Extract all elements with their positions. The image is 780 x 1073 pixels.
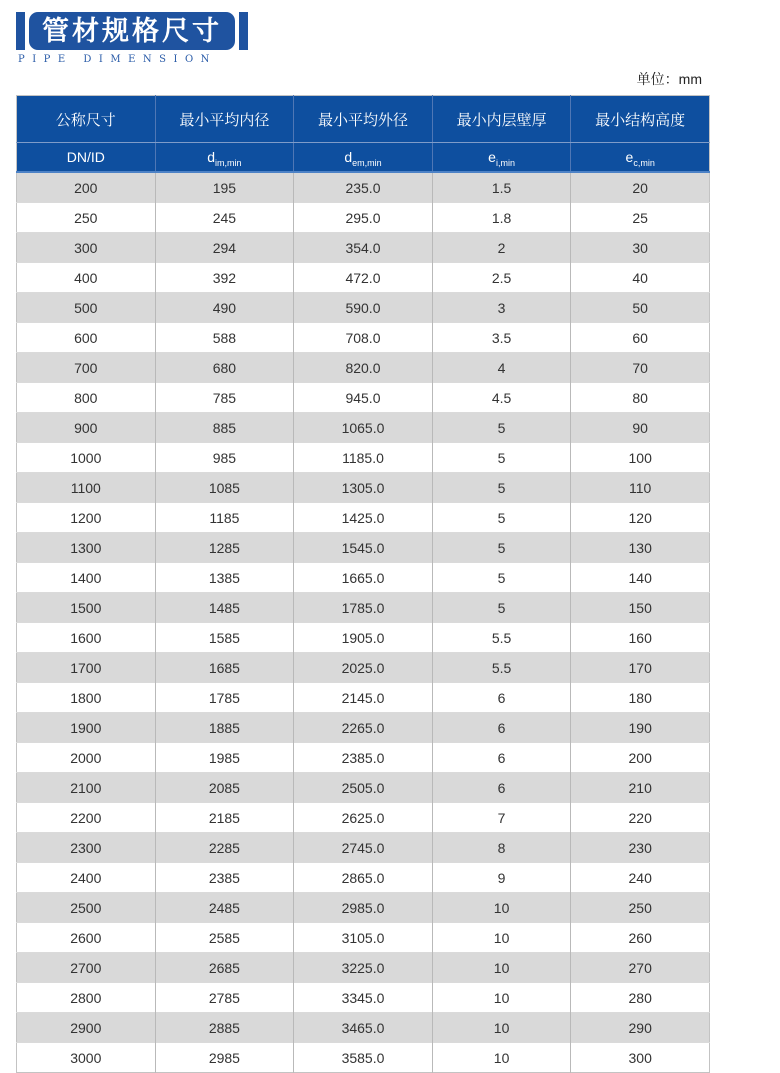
table-cell: 80 bbox=[571, 383, 710, 413]
table-cell: 195 bbox=[155, 172, 294, 203]
symbol-base: d bbox=[344, 149, 353, 165]
table-cell: 210 bbox=[571, 773, 710, 803]
table-header-symbol-row bbox=[17, 143, 710, 173]
symbol-ei-min bbox=[432, 143, 571, 173]
table-cell: 5.5 bbox=[432, 623, 571, 653]
symbol-subscript: em,min bbox=[352, 157, 382, 168]
table-cell: 230 bbox=[571, 833, 710, 863]
table-cell: 300 bbox=[571, 1043, 710, 1073]
table-cell: 235.0 bbox=[294, 172, 433, 203]
symbol-dem-min bbox=[294, 143, 433, 173]
table-cell: 945.0 bbox=[294, 383, 433, 413]
table-cell: 1545.0 bbox=[294, 533, 433, 563]
table-row bbox=[17, 713, 710, 743]
table-cell: 1285 bbox=[155, 533, 294, 563]
column-header-min-structure-height: 最小结构高度 bbox=[571, 96, 710, 143]
table-cell: 1185 bbox=[155, 503, 294, 533]
table-row bbox=[17, 533, 710, 563]
table-row bbox=[17, 803, 710, 833]
table-cell: 220 bbox=[571, 803, 710, 833]
symbol-base: e bbox=[488, 149, 496, 165]
table-cell: 290 bbox=[571, 1013, 710, 1043]
table-cell: 472.0 bbox=[294, 263, 433, 293]
table-cell: 2700 bbox=[17, 953, 156, 983]
page-title: 管材规格尺寸 bbox=[29, 12, 235, 50]
table-cell: 2000 bbox=[17, 743, 156, 773]
table-cell: 1600 bbox=[17, 623, 156, 653]
table-cell: 2505.0 bbox=[294, 773, 433, 803]
table-cell: 4.5 bbox=[432, 383, 571, 413]
table-cell: 1665.0 bbox=[294, 563, 433, 593]
table-row bbox=[17, 983, 710, 1013]
table-cell: 1800 bbox=[17, 683, 156, 713]
table-cell: 250 bbox=[571, 893, 710, 923]
table-cell: 1985 bbox=[155, 743, 294, 773]
table-cell: 1425.0 bbox=[294, 503, 433, 533]
table-cell: 10 bbox=[432, 893, 571, 923]
table-cell: 130 bbox=[571, 533, 710, 563]
table-cell: 2685 bbox=[155, 953, 294, 983]
table-cell: 280 bbox=[571, 983, 710, 1013]
table-cell: 1065.0 bbox=[294, 413, 433, 443]
table-cell: 10 bbox=[432, 923, 571, 953]
table-cell: 200 bbox=[17, 172, 156, 203]
table-row bbox=[17, 293, 710, 323]
table-cell: 5 bbox=[432, 473, 571, 503]
table-cell: 2865.0 bbox=[294, 863, 433, 893]
table-cell: 2800 bbox=[17, 983, 156, 1013]
table-cell: 820.0 bbox=[294, 353, 433, 383]
table-body bbox=[17, 172, 710, 1073]
table-cell: 6 bbox=[432, 773, 571, 803]
table-cell: 800 bbox=[17, 383, 156, 413]
table-cell: 5 bbox=[432, 533, 571, 563]
table-cell: 2025.0 bbox=[294, 653, 433, 683]
table-cell: 2885 bbox=[155, 1013, 294, 1043]
table-cell: 2500 bbox=[17, 893, 156, 923]
symbol-subscript: im,min bbox=[215, 157, 242, 168]
table-row bbox=[17, 443, 710, 473]
symbol-base: d bbox=[207, 149, 216, 165]
table-cell: 245 bbox=[155, 203, 294, 233]
table-row bbox=[17, 203, 710, 233]
table-cell: 2585 bbox=[155, 923, 294, 953]
table-cell: 3345.0 bbox=[294, 983, 433, 1013]
table-cell: 2625.0 bbox=[294, 803, 433, 833]
table-cell: 60 bbox=[571, 323, 710, 353]
table-cell: 3105.0 bbox=[294, 923, 433, 953]
table-cell: 3585.0 bbox=[294, 1043, 433, 1073]
column-header-min-avg-outer-diameter: 最小平均外径 bbox=[294, 96, 433, 143]
table-cell: 490 bbox=[155, 293, 294, 323]
table-cell: 300 bbox=[17, 233, 156, 263]
table-cell: 30 bbox=[571, 233, 710, 263]
table-cell: 2 bbox=[432, 233, 571, 263]
table-cell: 900 bbox=[17, 413, 156, 443]
table-cell: 10 bbox=[432, 1043, 571, 1073]
table-cell: 1485 bbox=[155, 593, 294, 623]
table-cell: 10 bbox=[432, 1013, 571, 1043]
table-cell: 9 bbox=[432, 863, 571, 893]
table-cell: 140 bbox=[571, 563, 710, 593]
table-cell: 1.5 bbox=[432, 172, 571, 203]
table-row bbox=[17, 383, 710, 413]
table-cell: 2185 bbox=[155, 803, 294, 833]
table-row bbox=[17, 923, 710, 953]
table-cell: 5 bbox=[432, 593, 571, 623]
table-cell: 1885 bbox=[155, 713, 294, 743]
table-cell: 10 bbox=[432, 953, 571, 983]
table-cell: 2985.0 bbox=[294, 893, 433, 923]
table-cell: 1000 bbox=[17, 443, 156, 473]
table-cell: 2145.0 bbox=[294, 683, 433, 713]
table-cell: 8 bbox=[432, 833, 571, 863]
table-row bbox=[17, 953, 710, 983]
table-cell: 1185.0 bbox=[294, 443, 433, 473]
table-row bbox=[17, 833, 710, 863]
table-cell: 2385 bbox=[155, 863, 294, 893]
table-cell: 1785.0 bbox=[294, 593, 433, 623]
table-cell: 590.0 bbox=[294, 293, 433, 323]
table-cell: 1305.0 bbox=[294, 473, 433, 503]
column-header-min-avg-inner-diameter: 最小平均内径 bbox=[155, 96, 294, 143]
table-cell: 5 bbox=[432, 413, 571, 443]
table-row bbox=[17, 653, 710, 683]
table-cell: 5 bbox=[432, 503, 571, 533]
pipe-dimension-table bbox=[16, 95, 710, 1073]
table-cell: 1785 bbox=[155, 683, 294, 713]
table-row bbox=[17, 233, 710, 263]
table-cell: 70 bbox=[571, 353, 710, 383]
table-cell: 240 bbox=[571, 863, 710, 893]
table-cell: 5.5 bbox=[432, 653, 571, 683]
table-cell: 3465.0 bbox=[294, 1013, 433, 1043]
title-right-bar bbox=[239, 12, 248, 50]
table-row bbox=[17, 623, 710, 653]
table-cell: 1585 bbox=[155, 623, 294, 653]
table-cell: 295.0 bbox=[294, 203, 433, 233]
table-cell: 600 bbox=[17, 323, 156, 353]
table-cell: 1500 bbox=[17, 593, 156, 623]
table-cell: 680 bbox=[155, 353, 294, 383]
table-cell: 3000 bbox=[17, 1043, 156, 1073]
symbol-base: e bbox=[625, 149, 634, 165]
table-cell: 708.0 bbox=[294, 323, 433, 353]
table-cell: 985 bbox=[155, 443, 294, 473]
table-row bbox=[17, 473, 710, 503]
table-row bbox=[17, 1043, 710, 1073]
table-cell: 1300 bbox=[17, 533, 156, 563]
unit-label: 单位：mm bbox=[636, 71, 702, 87]
table-cell: 50 bbox=[571, 293, 710, 323]
table-cell: 2400 bbox=[17, 863, 156, 893]
table-row bbox=[17, 323, 710, 353]
table-header bbox=[17, 96, 710, 173]
table-header-group-row bbox=[17, 96, 710, 143]
table-cell: 2300 bbox=[17, 833, 156, 863]
table-cell: 170 bbox=[571, 653, 710, 683]
symbol-dn-id bbox=[17, 143, 156, 173]
table-cell: 40 bbox=[571, 263, 710, 293]
table-row bbox=[17, 1013, 710, 1043]
table-cell: 354.0 bbox=[294, 233, 433, 263]
table-cell: 6 bbox=[432, 743, 571, 773]
table-row bbox=[17, 353, 710, 383]
table-cell: 250 bbox=[17, 203, 156, 233]
column-header-min-inner-wall-thickness: 最小内层壁厚 bbox=[432, 96, 571, 143]
table-cell: 3.5 bbox=[432, 323, 571, 353]
table-cell: 2900 bbox=[17, 1013, 156, 1043]
table-cell: 1100 bbox=[17, 473, 156, 503]
table-cell: 20 bbox=[571, 172, 710, 203]
table-cell: 1905.0 bbox=[294, 623, 433, 653]
table-cell: 885 bbox=[155, 413, 294, 443]
table-row bbox=[17, 863, 710, 893]
table-cell: 2.5 bbox=[432, 263, 571, 293]
table-cell: 4 bbox=[432, 353, 571, 383]
table-cell: 10 bbox=[432, 983, 571, 1013]
table-cell: 392 bbox=[155, 263, 294, 293]
table-cell: 1400 bbox=[17, 563, 156, 593]
symbol-subscript: i,min bbox=[495, 157, 515, 168]
table-cell: 2085 bbox=[155, 773, 294, 803]
page-header bbox=[16, 12, 780, 65]
table-cell: 7 bbox=[432, 803, 571, 833]
table-row bbox=[17, 413, 710, 443]
table-row bbox=[17, 893, 710, 923]
page-subtitle: PIPE DIMENSION bbox=[18, 54, 217, 65]
table-cell: 2485 bbox=[155, 893, 294, 923]
table-row bbox=[17, 683, 710, 713]
table-cell: 180 bbox=[571, 683, 710, 713]
table-cell: 1.8 bbox=[432, 203, 571, 233]
table-cell: 1200 bbox=[17, 503, 156, 533]
table-cell: 500 bbox=[17, 293, 156, 323]
table-cell: 5 bbox=[432, 443, 571, 473]
table-cell: 2600 bbox=[17, 923, 156, 953]
table-cell: 1685 bbox=[155, 653, 294, 683]
table-cell: 100 bbox=[571, 443, 710, 473]
table-cell: 190 bbox=[571, 713, 710, 743]
table-cell: 2985 bbox=[155, 1043, 294, 1073]
symbol-base: DN/ID bbox=[66, 149, 105, 165]
title-left-bar bbox=[16, 12, 25, 50]
table-cell: 2285 bbox=[155, 833, 294, 863]
table-cell: 400 bbox=[17, 263, 156, 293]
table-cell: 2385.0 bbox=[294, 743, 433, 773]
table-cell: 270 bbox=[571, 953, 710, 983]
table-cell: 3 bbox=[432, 293, 571, 323]
table-cell: 1385 bbox=[155, 563, 294, 593]
table-cell: 90 bbox=[571, 413, 710, 443]
table-row bbox=[17, 773, 710, 803]
table-row bbox=[17, 172, 710, 203]
table-cell: 5 bbox=[432, 563, 571, 593]
table-cell: 2265.0 bbox=[294, 713, 433, 743]
table-row bbox=[17, 263, 710, 293]
table-cell: 120 bbox=[571, 503, 710, 533]
table-cell: 2785 bbox=[155, 983, 294, 1013]
table-cell: 294 bbox=[155, 233, 294, 263]
title-row bbox=[16, 12, 780, 50]
table-cell: 150 bbox=[571, 593, 710, 623]
table-cell: 3225.0 bbox=[294, 953, 433, 983]
table-cell: 588 bbox=[155, 323, 294, 353]
table-cell: 6 bbox=[432, 683, 571, 713]
table-cell: 1900 bbox=[17, 713, 156, 743]
table-cell: 2745.0 bbox=[294, 833, 433, 863]
table-cell: 1700 bbox=[17, 653, 156, 683]
table-cell: 6 bbox=[432, 713, 571, 743]
table-cell: 110 bbox=[571, 473, 710, 503]
column-header-nominal-size: 公称尺寸 bbox=[17, 96, 156, 143]
table-row bbox=[17, 743, 710, 773]
table-cell: 25 bbox=[571, 203, 710, 233]
table-cell: 1085 bbox=[155, 473, 294, 503]
table-cell: 200 bbox=[571, 743, 710, 773]
table-cell: 700 bbox=[17, 353, 156, 383]
table-cell: 2100 bbox=[17, 773, 156, 803]
table-cell: 2200 bbox=[17, 803, 156, 833]
table-row bbox=[17, 563, 710, 593]
table-cell: 785 bbox=[155, 383, 294, 413]
table-row bbox=[17, 593, 710, 623]
table-cell: 260 bbox=[571, 923, 710, 953]
symbol-ec-min bbox=[571, 143, 710, 173]
table-row bbox=[17, 503, 710, 533]
symbol-dim-min bbox=[155, 143, 294, 173]
symbol-subscript: c,min bbox=[633, 157, 655, 168]
table-cell: 160 bbox=[571, 623, 710, 653]
